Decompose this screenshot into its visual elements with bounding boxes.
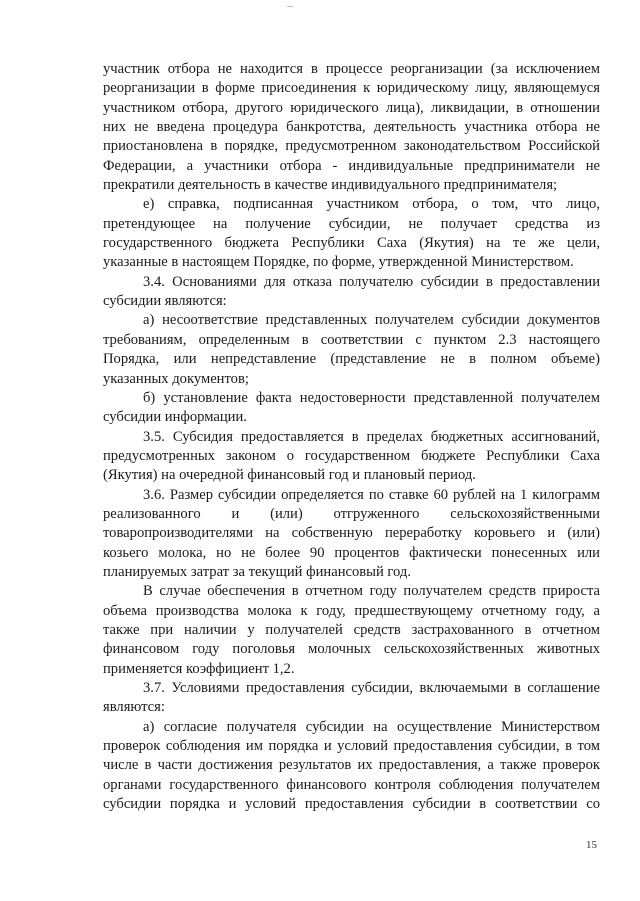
text-line: товаропроизводителями на собственную переработку коровьего и (или) bbox=[103, 525, 600, 542]
text-line: приостановлена в порядке, предусмотренном законодательством Российской bbox=[103, 138, 600, 155]
text-line: реализованного и (или) отгруженного сельскохозяйственными bbox=[103, 505, 600, 522]
text-line: также при наличии у получателей средств застрахованного в отчетном bbox=[103, 621, 600, 638]
text-line: предусмотренных законом о государственном бюджете Республики Саха bbox=[103, 447, 600, 464]
text-line: требованиям, определенным в соответствии с пунктом 2.3 настоящего bbox=[103, 331, 600, 348]
text-line: являются: bbox=[103, 699, 165, 716]
text-line: числе в части достижения результатов их предоставления, а также проверок bbox=[103, 757, 600, 774]
text-line: Порядка, или непредставление (представление не в полном объеме) bbox=[103, 351, 600, 368]
text-line: применяется коэффициент 1,2. bbox=[103, 660, 295, 677]
text-line: 3.4. Основаниями для отказа получателю субсидии в предоставлении bbox=[143, 273, 600, 290]
text-line: а) несоответствие представленных получателем субсидии документов bbox=[143, 312, 600, 329]
text-line: 3.7. Условиями предоставления субсидии, включаемыми в соглашение bbox=[143, 680, 600, 696]
text-line: указанных документов; bbox=[103, 370, 249, 387]
text-line: них не введена процедура банкротства, деятельность участника отбора не bbox=[103, 119, 600, 136]
text-line: проверок соблюдения им порядка и условий предоставления субсидии, в том bbox=[103, 738, 600, 755]
page-number: 15 bbox=[586, 839, 597, 851]
text-line: реорганизации в форме присоединения к юридическому лицу, являющемуся bbox=[103, 80, 600, 97]
text-line: объема производства молока к году, предшествующему отчетному году, а bbox=[103, 602, 600, 619]
scan-mark bbox=[287, 6, 293, 7]
text-line: козьего молока, но не более 90 процентов фактически понесенных или bbox=[103, 544, 600, 561]
text-line: участником отбора, другого юридического лица), ликвидации, в отношении bbox=[103, 99, 600, 116]
text-line: финансовом году поголовья молочных сельскохозяйственных животных bbox=[103, 641, 600, 658]
text-line: государственного бюджета Республики Саха (Якутия) на те же цели, bbox=[103, 235, 600, 252]
text-line: планируемых затрат за текущий финансовый год. bbox=[103, 563, 411, 580]
text-line: органами государственного финансового контроля соблюдения получателем bbox=[103, 776, 600, 793]
text-line: а) согласие получателя субсидии на осуществление Министерством bbox=[143, 718, 600, 735]
text-line: претендующее на получение субсидии, не получает средства из bbox=[103, 215, 600, 232]
document-body bbox=[103, 60, 600, 814]
text-line: В случае обеспечения в отчетном году получателем средств прироста bbox=[143, 583, 600, 600]
text-line: участник отбора не находится в процессе реорганизации (за исключением bbox=[103, 61, 600, 77]
text-line: субсидии являются: bbox=[103, 293, 227, 310]
text-line: (Якутия) на очередной финансовый год и плановый период. bbox=[103, 467, 476, 484]
text-line: субсидии порядка и условий предоставления субсидии в соответствии со bbox=[103, 796, 600, 813]
text-line: указанные в настоящем Порядке, по форме, утвержденной Министерством. bbox=[103, 254, 574, 271]
text-line: прекратили деятельность в качестве индивидуального предпринимателя; bbox=[103, 177, 558, 194]
text-line: б) установление факта недостоверности представленной получателем bbox=[143, 389, 600, 406]
text-line: субсидии информации. bbox=[103, 409, 247, 426]
text-line: 3.5. Субсидия предоставляется в пределах бюджетных ассигнований, bbox=[143, 428, 600, 445]
text-line: 3.6. Размер субсидии определяется по ставке 60 рублей на 1 килограмм bbox=[143, 486, 600, 503]
text-line: е) справка, подписанная участником отбора, о том, что лицо, bbox=[143, 196, 600, 213]
text-line: Федерации, а участники отбора - индивидуальные предприниматели не bbox=[103, 157, 600, 174]
